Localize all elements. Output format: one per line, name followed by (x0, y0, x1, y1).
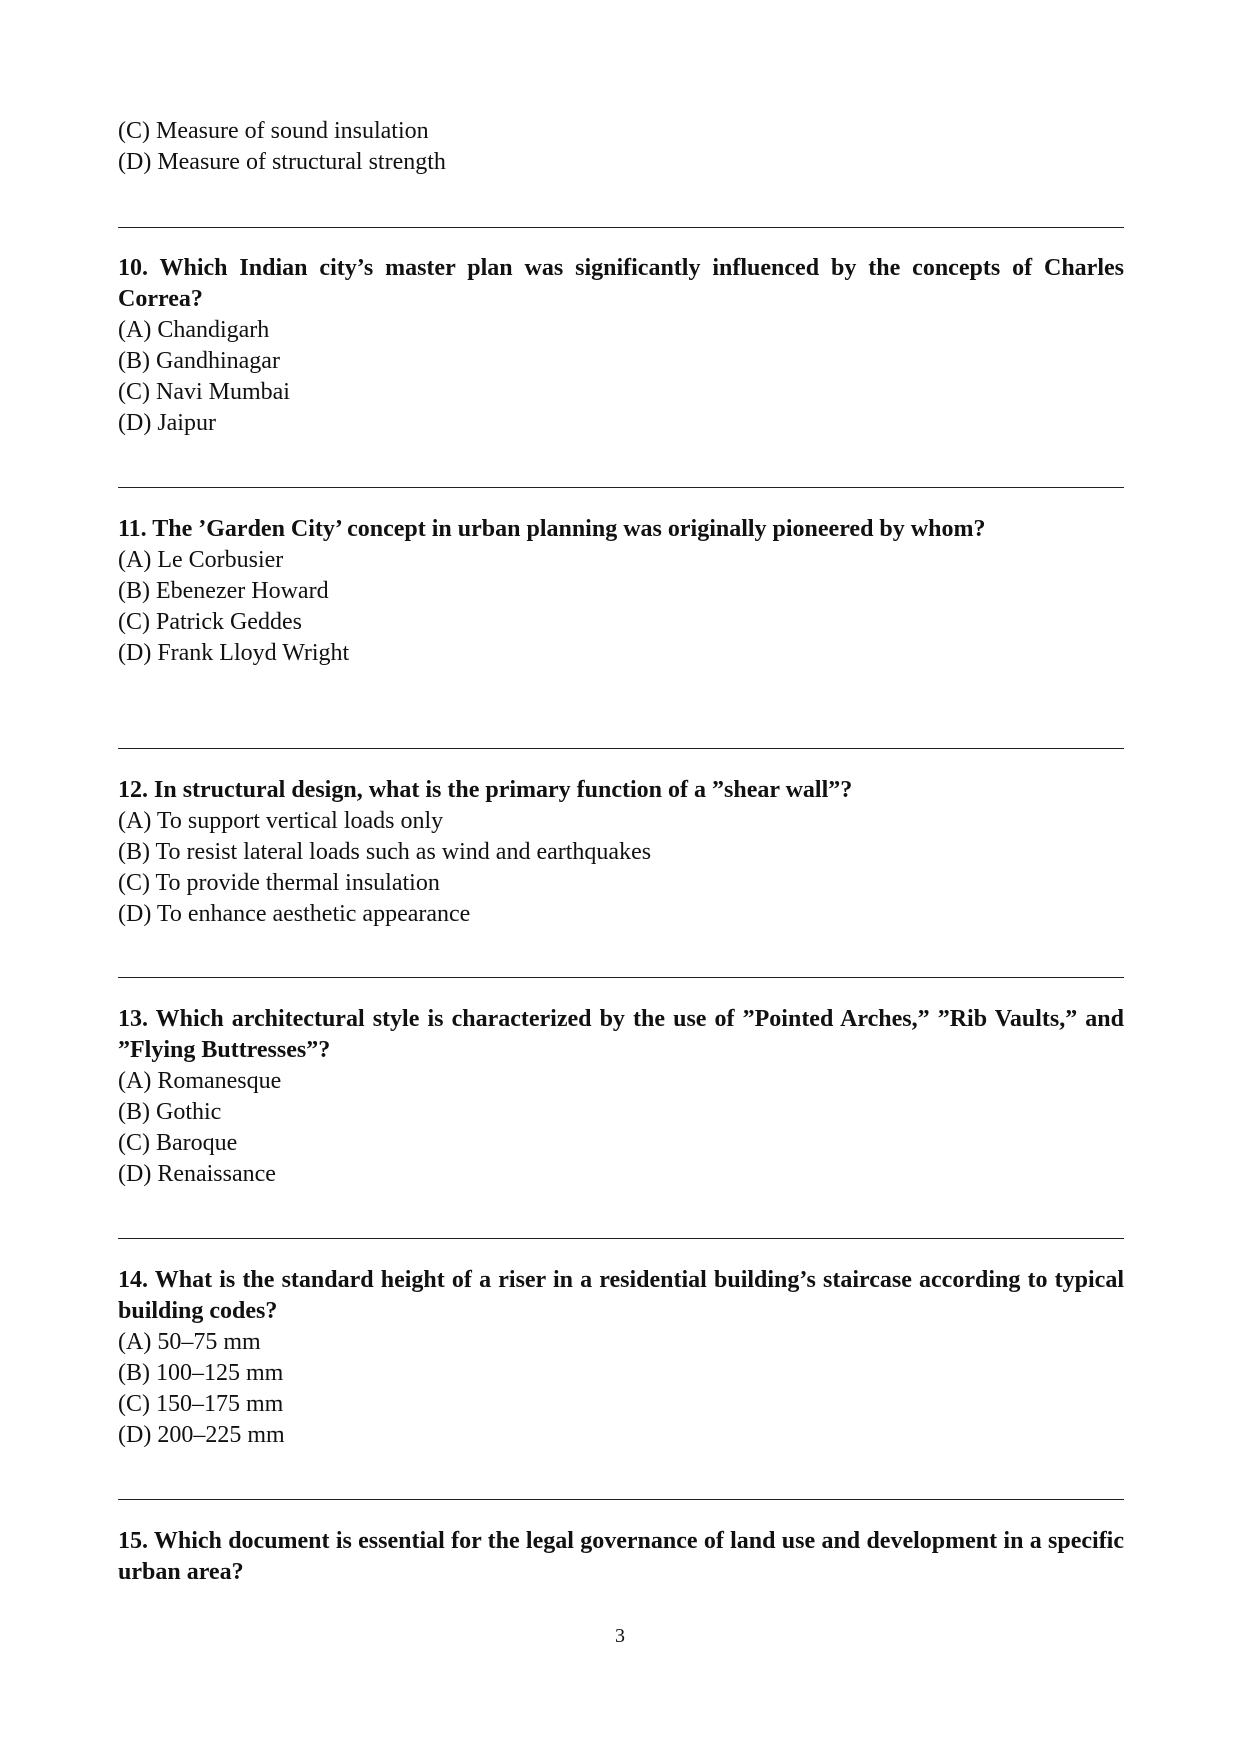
question-text: 14. What is the standard height of a riser in a residential building’s staircase according to typical building codes? (118, 1267, 1124, 1324)
question-text: 15. Which document is essential for the legal governance of land use and development in a specific urban area? (118, 1528, 1124, 1585)
option-c: (C) Baroque (118, 1130, 238, 1156)
question-13 (118, 1004, 1124, 1190)
question-12 (118, 775, 1124, 930)
question-text: 11. The ’Garden City’ concept in urban planning was originally pioneered by whom? (118, 516, 986, 542)
option-d: (D) Jaipur (118, 410, 216, 436)
option-c: (C) Navi Mumbai (118, 379, 290, 405)
option-d: (D) 200–225 mm (118, 1422, 285, 1448)
option-a: (A) Chandigarh (118, 317, 270, 343)
option-a: (A) To support vertical loads only (118, 808, 444, 834)
option-b: (B) Gandhinagar (118, 348, 280, 374)
question-11 (118, 514, 1124, 669)
option-a: (A) 50–75 mm (118, 1329, 261, 1355)
question-text: 13. Which architectural style is characterized by the use of ”Pointed Arches,” ”Rib Vaults,” and ”Flying Buttresses”? (118, 1006, 1124, 1063)
option-b: (B) 100–125 mm (118, 1360, 284, 1386)
option-d: (D) To enhance aesthetic appearance (118, 901, 471, 927)
page-number: 3 (615, 1625, 625, 1647)
question-14 (118, 1265, 1124, 1451)
option-d: (D) Renaissance (118, 1161, 276, 1187)
option-d: (D) Measure of structural strength (118, 149, 446, 175)
option-c: (C) Patrick Geddes (118, 609, 302, 635)
option-b: (B) To resist lateral loads such as wind and earthquakes (118, 839, 652, 865)
question-text: 10. Which Indian city’s master plan was significantly influenced by the concepts of Charles Correa? (118, 255, 1124, 312)
option-a: (A) Le Corbusier (118, 547, 284, 573)
question-15 (118, 1526, 1124, 1588)
divider (118, 487, 1124, 488)
option-a: (A) Romanesque (118, 1068, 282, 1094)
divider (118, 227, 1124, 228)
option-c: (C) Measure of sound insulation (118, 118, 429, 144)
divider (118, 977, 1124, 978)
carryover-options (118, 116, 1124, 178)
divider (118, 748, 1124, 749)
option-c: (C) To provide thermal insulation (118, 870, 440, 896)
option-c: (C) 150–175 mm (118, 1391, 284, 1417)
option-d: (D) Frank Lloyd Wright (118, 640, 350, 666)
divider (118, 1238, 1124, 1239)
divider (118, 1499, 1124, 1500)
option-b: (B) Gothic (118, 1099, 222, 1125)
option-b: (B) Ebenezer Howard (118, 578, 329, 604)
question-10 (118, 253, 1124, 439)
question-text: 12. In structural design, what is the primary function of a ”shear wall”? (118, 777, 853, 803)
